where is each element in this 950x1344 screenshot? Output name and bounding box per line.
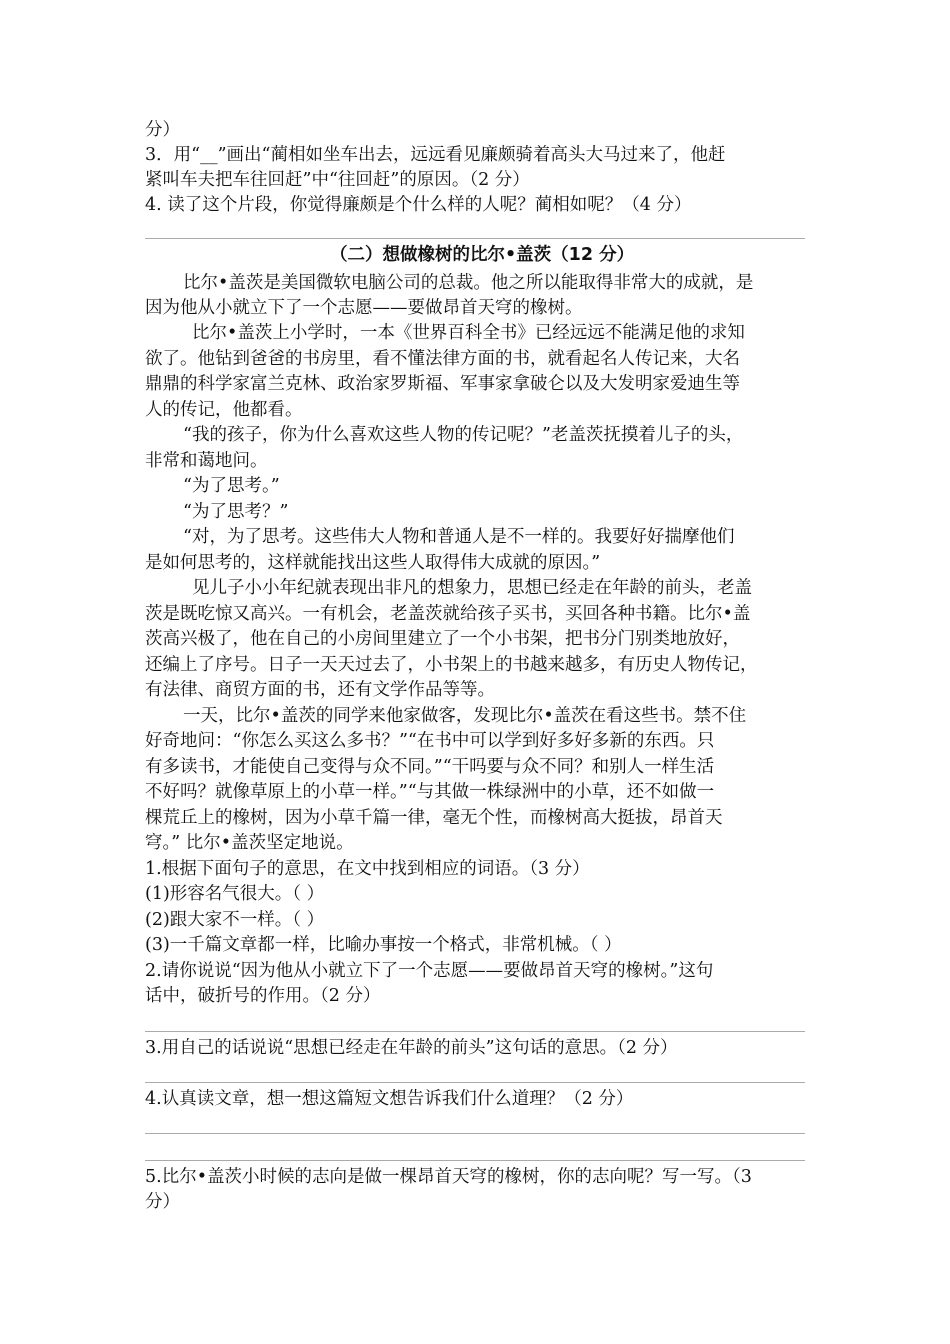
passage-line: 因为他从小就立下了一个志愿——要做昂首天穹的橡树。 [145,298,583,318]
passage-line: 茨高兴极了，他在自己的小房间里建立了一个小书架，把书分门别类地放好， [145,629,740,649]
passage-line: 不好吗？就像草原上的小草一样。”“与其做一株绿洲中的小草，还不如做一 [145,782,715,802]
question-1: 1.根据下面句子的意思，在文中找到相应的词语。（3 分） [145,859,590,879]
passage-line: 见儿子小小年纪就表现出非凡的想象力，思想已经走在年龄的前头，老盖 [192,578,752,598]
passage-line: 有多读书，才能使自己变得与众不同。”“干吗要与众不同？和别人一样生活 [145,757,715,777]
passage-line: 鼎鼎的科学家富兰克林、政治家罗斯福、军事家拿破仑以及大发明家爱迪生等 [145,374,740,394]
passage-line: 非常和蔼地问。 [145,451,268,471]
passage-line: “为了思考。” [183,476,280,496]
passage-line: “对，为了思考。这些伟大人物和普通人是不一样的。我要好好揣摩他们 [183,527,735,547]
passage-line: 一天，比尔•盖茨的同学来他家做客，发现比尔•盖茨在看这些书。禁不住 [183,706,747,726]
passage-line: 好奇地问：“你怎么买这么多书？”“在书中可以学到好多好多新的东西。只 [145,731,715,751]
question-2-line-2: 话中，破折号的作用。（2 分） [145,986,381,1006]
question-1-item-3[interactable]: (3)一千篇文章都一样，比喻办事按一个格式，非常机械。（ ） [145,935,622,955]
passage-line: 比尔•盖茨上小学时，一本《世界百科全书》已经远远不能满足他的求知 [192,323,745,343]
answer-line[interactable] [145,1031,805,1032]
passage-line: “我的孩子，你为什么喜欢这些人物的传记呢？”老盖茨抚摸着儿子的头， [183,425,744,445]
question-1-item-1[interactable]: (1)形容名气很大。（ ） [145,884,325,904]
question-1-item-2[interactable]: (2)跟大家不一样。（ ） [145,910,325,930]
question-5-line-2: 分） [145,1192,180,1212]
answer-line[interactable] [145,1082,805,1083]
passage-line: “为了思考？” [183,502,289,522]
passage-line: 欲了。他钻到爸爸的书房里，看不懂法律方面的书，就看起名人传记来，大名 [145,349,740,369]
question-5-line-1: 5.比尔•盖茨小时候的志向是做一棵昂首天穹的橡树，你的志向呢？写一写。（3 [145,1167,752,1187]
passage-line: 有法律、商贸方面的书，还有文学作品等等。 [145,680,495,700]
passage-line: 棵荒丘上的橡树，因为小草千篇一律，毫无个性，而橡树高大挺拔，昂首天 [145,808,723,828]
question-4: 4.认真读文章，想一想这篇短文想告诉我们什么道理？（2 分） [145,1089,634,1109]
passage-line: 穹。” 比尔•盖茨坚定地说。 [145,833,354,853]
question-2-line-1: 2.请你说说“因为他从小就立下了一个志愿——要做昂首天穹的橡树。”这句 [145,961,714,981]
passage-line: 还编上了序号。日子一天天过去了，小书架上的书越来越多，有历史人物传记， [145,655,758,675]
prev-question-tail: 分） [145,120,180,140]
answer-line[interactable] [145,238,805,239]
question-3-line-2: 紧叫车夫把车往回赶”中“往回赶”的原因。（2 分） [145,170,530,190]
question-3-line-1: 3．用“__”画出“蔺相如坐车出去，远远看见廉颇骑着高头大马过来了，他赶 [145,145,726,165]
passage-line: 是如何思考的，这样就能找出这些人取得伟大成就的原因。” [145,553,601,573]
passage-line: 茨是既吃惊又高兴。一有机会，老盖茨就给孩子买书，买回各种书籍。比尔•盖 [145,604,751,624]
question-4: 4. 读了这个片段，你觉得廉颇是个什么样的人呢？蔺相如呢？（4 分） [145,195,692,215]
passage-line: 人的传记，他都看。 [145,400,303,420]
question-3: 3.用自己的话说说“思想已经走在年龄的前头”这句话的意思。（2 分） [145,1038,678,1058]
section-title: （二）想做橡树的比尔•盖茨（12 分） [330,245,635,265]
passage-line: 比尔•盖茨是美国微软电脑公司的总裁。他之所以能取得非常大的成就，是 [183,273,754,293]
answer-line[interactable] [145,1133,805,1134]
answer-line[interactable] [145,1160,805,1161]
